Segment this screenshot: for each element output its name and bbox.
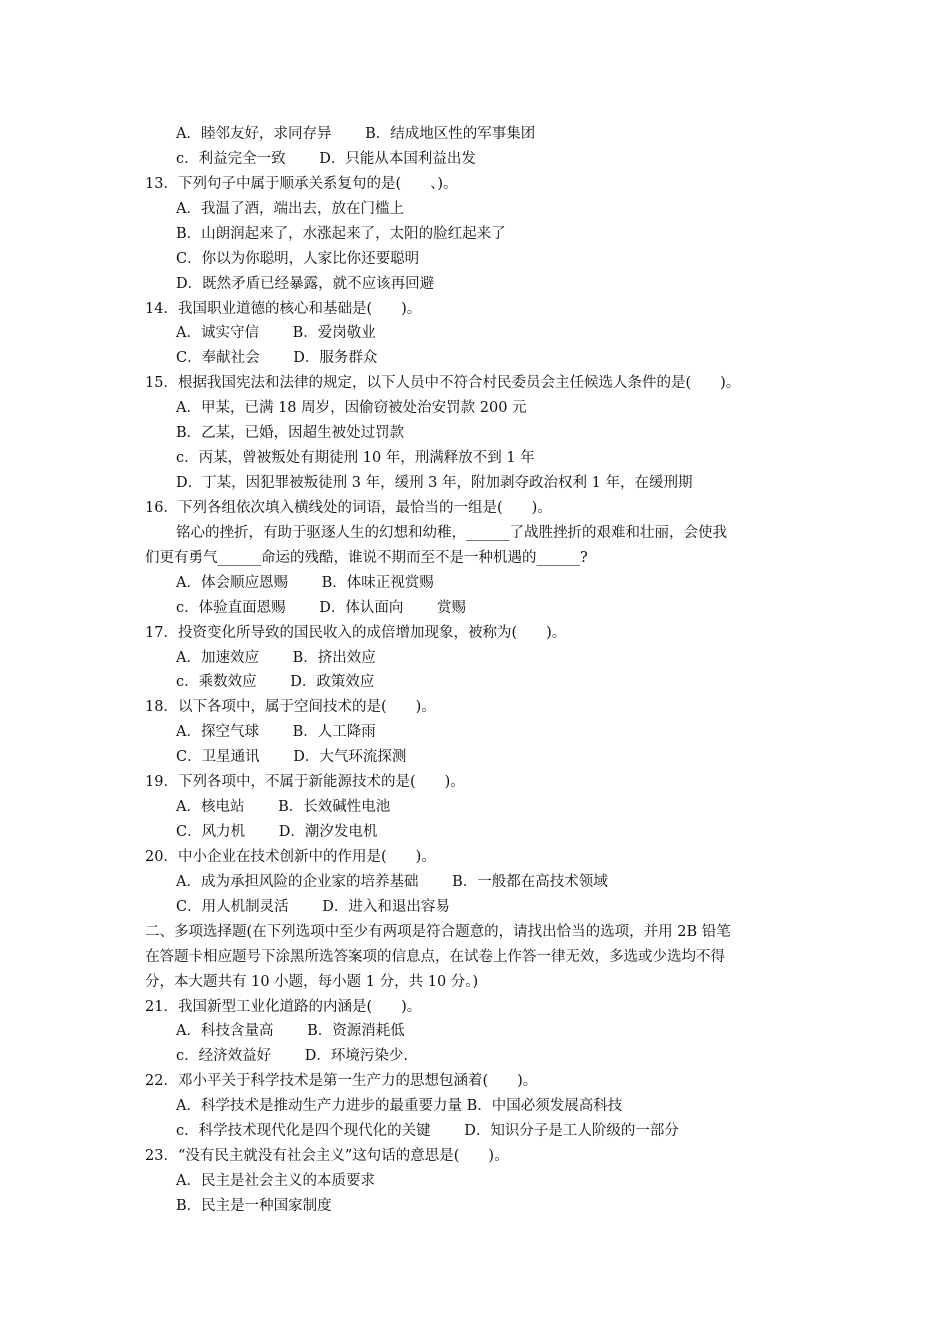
option-line: A．诚实守信 B．爱岗敬业 xyxy=(176,325,376,342)
question-line: 23．“没有民主就没有社会主义”这句话的意思是( )。 xyxy=(145,1148,509,1165)
question-line: 21．我国新型工业化道路的内涵是( )。 xyxy=(145,998,422,1015)
option-line: A．探空气球 B．人工降雨 xyxy=(176,724,376,741)
option-line: A．甲某，已满 18 周岁，因偷窃被处治安罚款 200 元 xyxy=(176,400,527,417)
question-line: 15．根据我国宪法和法律的规定，以下人员中不符合村民委员会主任候选人条件的是( )。 xyxy=(145,375,741,392)
question-line: 们更有勇气______命运的残酷，谁说不期而至不是一种机遇的______? xyxy=(145,549,588,566)
option-line: A．科学技术是推动生产力进步的最重要力量 B．中国必须发展高科技 xyxy=(176,1098,623,1115)
option-line: c．利益完全一致 D．只能从本国利益出发 xyxy=(176,150,476,167)
option-line: A．我温了酒，端出去，放在门槛上 xyxy=(176,200,404,217)
option-line: A．体会顺应恩赐 B．体味正视赏赐 xyxy=(176,574,434,591)
question-line: 14．我国职业道德的核心和基础是( )。 xyxy=(145,300,422,317)
option-line: c．体验直面恩赐 D．体认面向 赏赐 xyxy=(176,599,466,616)
option-line: A．科技含量高 B．资源消耗低 xyxy=(176,1023,405,1040)
option-line: c．乘数效应 D．政策效应 xyxy=(176,674,375,691)
option-line: C．奉献社会 D．服务群众 xyxy=(176,350,378,367)
option-line: B．山朗润起来了，水涨起来了，太阳的脸红起来了 xyxy=(176,225,506,242)
question-line: 16．下列各组依次填入横线处的词语，最恰当的一组是( )。 xyxy=(145,499,552,516)
question-line: 分，本大题共有 10 小题，每小题 1 分，共 10 分。) xyxy=(145,973,479,990)
question-line: 17．投资变化所导致的国民收入的成倍增加现象，被称为( )。 xyxy=(145,624,567,641)
option-line: C．风力机 D．潮汐发电机 xyxy=(176,824,378,841)
option-line: C．卫星通讯 D．大气环流探测 xyxy=(176,749,407,766)
question-line: 13．下列句子中属于顺承关系复句的是( 、)。 xyxy=(145,175,458,192)
question-line: 20．中小企业在技术创新中的作用是( )。 xyxy=(145,848,436,865)
option-line: D．既然矛盾已经暴露，就不应该再回避 xyxy=(176,275,435,292)
option-line: c．丙某，曾被叛处有期徒刑 10 年，刑满释放不到 1 年 xyxy=(176,450,535,467)
option-line: B．民主是一种国家制度 xyxy=(176,1197,332,1214)
option-line: c．科学技术现代化是四个现代化的关键 D．知识分子是工人阶级的一部分 xyxy=(176,1123,679,1140)
option-line: A．民主是社会主义的本质要求 xyxy=(176,1173,375,1190)
option-line: C．用人机制灵活 D．进入和退出容易 xyxy=(176,898,450,915)
question-line: 二、多项选择题(在下列选项中至少有两项是符合题意的，请找出恰当的选项，并用 2B 铅笔 xyxy=(145,923,731,940)
option-line: A．核电站 B．长效碱性电池 xyxy=(176,799,391,816)
question-line: 在答题卡相应题号下涂黑所选答案项的信息点，在试卷上作答一律无效，多选或少选均不得 xyxy=(145,948,725,965)
option-line: A．成为承担风险的企业家的培养基础 B．一般都在高技术领域 xyxy=(176,873,608,890)
option-line: C．你以为你聪明，人家比你还要聪明 xyxy=(176,250,420,267)
question-line: 18．以下各项中，属于空间技术的是( )。 xyxy=(145,699,436,716)
option-line: A．加速效应 B．挤出效应 xyxy=(176,649,376,666)
option-line: D．丁某，因犯罪被叛徒刑 3 年，缓刑 3 年，附加剥夺政治权利 1 年，在缓刑期 xyxy=(176,475,693,492)
question-line: 19．下列各项中，不属于新能源技术的是( )。 xyxy=(145,774,465,791)
option-line: B．乙某，已婚，因超生被处过罚款 xyxy=(176,425,405,442)
question-line: 22．邓小平关于科学技术是第一生产力的思想包涵着( )。 xyxy=(145,1073,538,1090)
option-line: A．睦邻友好，求同存异 B．结成地区性的军事集团 xyxy=(176,126,536,142)
option-line: c．经济效益好 D．环境污染少. xyxy=(176,1048,408,1065)
option-line: 铭心的挫折，有助于驱逐人生的幻想和幼稚，______了战胜挫折的艰难和壮丽，会使我 xyxy=(176,524,727,541)
